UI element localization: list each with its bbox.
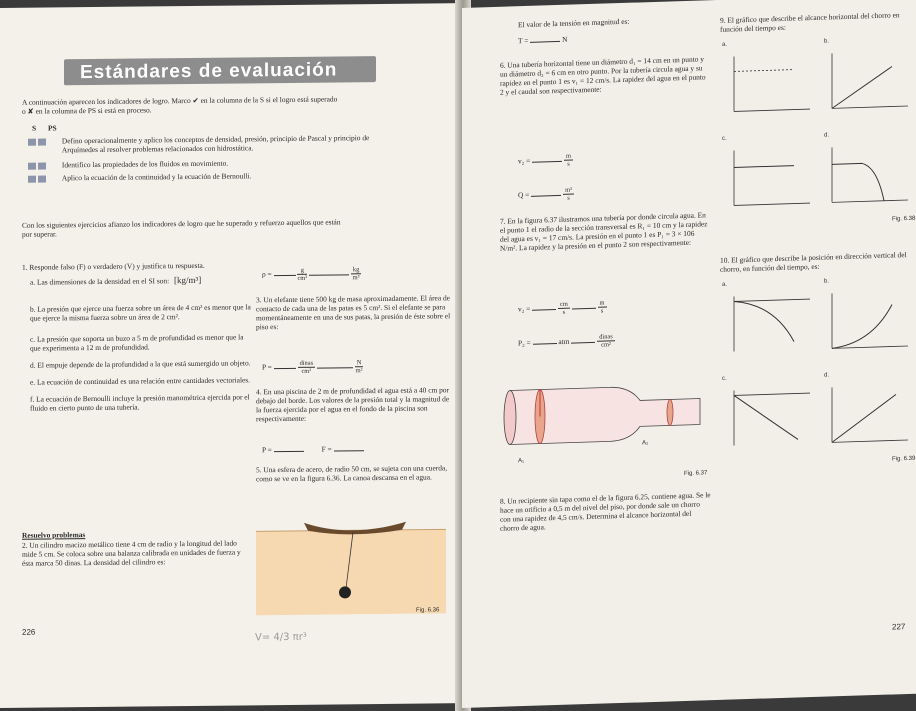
checkbox-ps[interactable]	[38, 138, 46, 145]
item-text: El empuje depende de la profundidad a la que está sumergido un objeto.	[37, 358, 251, 370]
graph-letter: c.	[722, 375, 727, 382]
banner-title: Estándares de evaluación	[80, 59, 338, 84]
q1-item-e	[30, 375, 252, 386]
question-1	[22, 260, 252, 412]
graph-letter: d.	[824, 372, 830, 379]
indicator-text: Identifico las propiedades de los fluidos en movimiento.	[61, 158, 229, 170]
unit-m3-s: $\frac{\text{m³}}{s}$	[565, 186, 572, 202]
item-text: La ecuación de continuidad es una relación entre cantidades vectoriales.	[37, 375, 250, 387]
fig-636-label: Fig. 6.36	[416, 607, 440, 614]
question-7: 7. En la figura 6.37 ilustramos una tubería por donde circula agua. En el punto 1 el radio de la sección transversal es R₁ = 10 cm y la rapidez del agua es v₁ = 17 cm/s. La presión en el punto 1 es P₁ = 3 × 106 N/m². La rapidez y la presión en el punto 2 son respectivamente:	[500, 210, 708, 253]
label-a1: A₁	[518, 458, 525, 465]
answer-blank[interactable]	[274, 275, 296, 276]
graph-letter: b.	[824, 38, 830, 45]
answer-blank[interactable]	[317, 368, 353, 369]
q1-item-f	[30, 392, 252, 412]
graph-letter: a.	[722, 41, 728, 48]
answer-blank[interactable]	[531, 195, 561, 197]
answer-blank[interactable]	[274, 451, 304, 452]
unit-dinas-cm2: $\frac{\text{dinas}}{\text{cm²}}$	[599, 333, 613, 349]
item-letter: d.	[30, 360, 36, 370]
checkbox-s[interactable]	[28, 175, 36, 182]
pressure-answer	[262, 358, 452, 375]
q1-item-d	[30, 358, 252, 369]
q1-item-a	[30, 275, 252, 286]
page-number-left: 226	[22, 627, 36, 637]
fig-638-label: Fig. 6.38	[892, 215, 916, 223]
unit-atm: atm	[558, 336, 570, 347]
rho-label: ρ =	[262, 269, 272, 279]
checkbox-ps[interactable]	[38, 175, 46, 182]
unit-n-m2: $\frac{N}{\text{m²}}$	[355, 359, 363, 375]
indicator-text: Aplico la ecuación de la continuidad y la ecuación de Bernoulli.	[61, 171, 252, 183]
q-label: Q =	[518, 190, 530, 200]
question-2: 2. Un cilindro macizo metálico tiene 4 cm de radio y la longitud del lado mide 5 cm. Se coloca sobre una balanza calibrada en unidades de fuerza y ésta marca 50 dinas. La densidad del cilindro es:	[22, 538, 241, 568]
v2-label: v₂ =	[518, 304, 531, 314]
pipe-figure	[500, 376, 710, 453]
graph-q10-d	[822, 380, 912, 451]
unit-cm-s: $\frac{cm}{s}$	[560, 300, 568, 316]
t-unit: N	[562, 34, 568, 44]
t-label: T =	[518, 35, 529, 46]
fig-639-label: Fig. 6.39	[892, 455, 916, 463]
answer-blank[interactable]	[309, 275, 349, 276]
unit-m-s: $\frac{m}{s}$	[599, 299, 605, 315]
question-6: 6. Una tubería horizontal tiene un diámetro d₁ = 14 cm en un punto y un diámetro d₂ = 6 cm en otro punto. Por la tubería circula agua y su rapidez en el punto 1 es v₁ = 12 cm/s. La rapidez del agua en el punto 2 y el caudal son respectivamente:	[500, 54, 706, 97]
graph-q10-c	[724, 383, 814, 454]
reinforce-line-1: Con los siguientes ejercicios afianzo los indicadores de logro que he superado y refuerzo aquellos que están	[22, 217, 341, 230]
graph-letter: a.	[722, 281, 728, 288]
q1-item-c	[30, 332, 252, 352]
label-a2: A₂	[642, 440, 649, 447]
item-letter: a.	[30, 277, 36, 287]
question-3: 3. Un elefante tiene 500 kg de masa aproximadamente. El área de contacto de cada una de las patas es 5 cm². Si el elefante se para momentáneamente en una de sus patas, la presión de éste sobre el piso es:	[256, 293, 451, 332]
item-text: La presión que ejerce una fuerza sobre un área de 4 cm² es menor que la que ejerce la misma fuerza sobre un área de 2 cm².	[30, 302, 251, 323]
unit-m-s: $\frac{m}{s}$	[566, 152, 571, 168]
p2-label: P₂ =	[518, 338, 531, 348]
intro-line-1: A continuación aparecen los indicadores de logro. Marco ✔ en la columna de la S si el logro está superado	[22, 94, 338, 107]
checkbox-ps[interactable]	[38, 162, 46, 169]
graph-q10-a	[724, 289, 814, 360]
question-5: 5. Una esfera de acero, de radio 50 cm, se sujeta con una cuerda, como se ve en la figura 6.36. La canoa descansa en el agua.	[256, 463, 448, 484]
indicator-text: Defino operacionalmente y aplico los conceptos de densidad, presión, principio de Pascal y principio de Arquímedes al resolver problemas relacionados con hidrostática.	[61, 133, 370, 155]
item-letter: c.	[30, 334, 36, 344]
v2-label: v₂ =	[518, 156, 531, 166]
item-text: Las dimensiones de la densidad en el SI son:	[37, 276, 170, 287]
unit-kg-m3: $\frac{kg}{\text{m³}}$	[352, 266, 360, 282]
canoe-figure	[256, 497, 446, 615]
section-banner	[64, 56, 376, 85]
v2-answer	[518, 153, 573, 170]
answer-blank[interactable]	[571, 342, 595, 344]
graph-q10-b	[822, 286, 912, 357]
fig-637-label: Fig. 6.37	[684, 470, 708, 478]
question-8: 8. Un recipiente sin tapa como el de la figura 6.25, contiene agua. Se le hace un orificio a 0,5 m del nivel del piso, por donde sale un chorro con una rapidez de 4,5 cm/s. Determina el alcance horizontal del chorro de agua.	[500, 490, 711, 533]
item-letter: f.	[30, 394, 35, 404]
answer-blank[interactable]	[532, 309, 556, 311]
item-text: La presión que soporta un buzo a 5 m de profundidad es menor que la que experimenta a 12 m de profundidad.	[30, 332, 244, 353]
reinforce-text	[22, 216, 452, 239]
answer-blank[interactable]	[334, 450, 364, 451]
intro-line-2: o ✘ en la columna de PS si está en proceso.	[22, 105, 152, 116]
answer-blank[interactable]	[530, 41, 560, 43]
graph-q9-c	[724, 143, 814, 214]
graph-q9-b	[822, 46, 912, 117]
p-label: P =	[262, 445, 272, 455]
right-page	[462, 0, 916, 708]
handwriting: V= 4/3 πr³	[255, 631, 307, 644]
answer-blank[interactable]	[572, 308, 596, 310]
pipe-opening	[504, 390, 516, 444]
solved-title: Resuelvo problemas	[22, 530, 86, 540]
q1-item-b	[30, 302, 252, 322]
indicator-row-3	[28, 169, 448, 182]
answer-blank[interactable]	[533, 343, 557, 345]
answer-blank[interactable]	[274, 368, 296, 369]
graph-letter: c.	[722, 135, 727, 142]
unit-g-cm3: $\frac{g}{\text{cm³}}$	[297, 266, 308, 282]
graph-letter: b.	[824, 278, 830, 285]
item-letter: e.	[30, 377, 36, 387]
item-letter: b.	[30, 304, 36, 314]
p-f-answer	[262, 443, 452, 454]
checkbox-s[interactable]	[28, 162, 36, 169]
left-page	[0, 3, 462, 708]
tension-line: El valor de la tensión en magnitud es:	[518, 16, 630, 30]
question-4: 4. En una piscina de 2 m de profundidad el agua está a 40 cm por debajo del borde. Los valores de la presión total y la magnitud de la fuerza ejercida por el agua en el fondo de la piscina son respectivamente:	[256, 385, 450, 424]
p-label: P =	[262, 362, 272, 372]
page-number-right: 227	[892, 622, 906, 632]
answer-blank[interactable]	[532, 161, 562, 163]
tension-answer	[518, 35, 567, 46]
checkbox-s[interactable]	[28, 138, 36, 145]
column-ps: PS	[48, 123, 57, 133]
q-answer	[518, 186, 574, 203]
intro-text	[22, 93, 442, 115]
reinforce-line-2: por superar.	[22, 229, 57, 239]
density-formula: [kg/m³]	[174, 274, 202, 286]
graph-letter: d.	[824, 132, 830, 139]
item-text: La ecuación de Bernoulli incluye la presión manométrica ejercida por el fluido en cierto punto de una tubería.	[30, 392, 250, 413]
column-s: S	[32, 123, 37, 133]
q1-title: 1. Responde falso (F) o verdadero (V) y justifica tu respuesta.	[22, 260, 205, 272]
question-9: 9. El gráfico que describe el alcance horizontal del chorro en función del tiempo es:	[720, 10, 900, 34]
graph-q9-d	[822, 140, 912, 211]
indicator-row-1	[28, 132, 448, 154]
unit-dinas-cm2: $\frac{\text{dinas}}{\text{cm²}}$	[299, 359, 314, 375]
v2-answer-q7	[518, 299, 607, 317]
rho-answer	[262, 265, 452, 282]
f-label: F =	[321, 444, 332, 454]
indicator-row-2	[28, 156, 448, 169]
p2-answer	[518, 333, 615, 351]
water	[256, 529, 446, 615]
graph-q9-a	[724, 49, 814, 120]
section-2	[667, 399, 673, 425]
question-10: 10. El gráfico que describe la posición en dirección vertical del chorro, en función del tiempo, es:	[720, 250, 907, 274]
